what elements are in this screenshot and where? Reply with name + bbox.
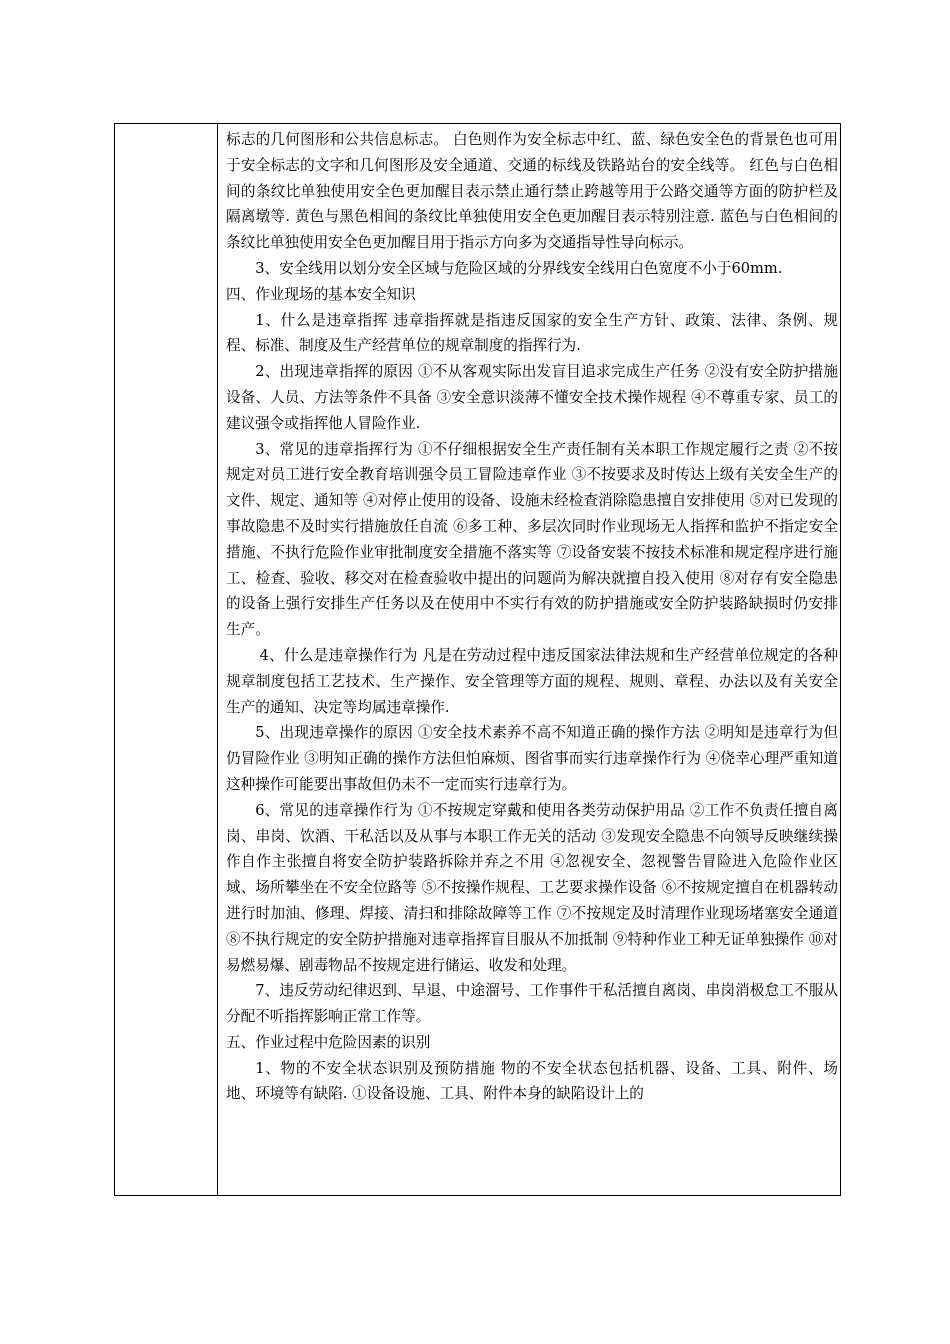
paragraph-item-6: 6、常见的违章操作行为 ①不按规定穿戴和使用各类劳动保护用品 ②工作不负责任擅自离岗、串岗、饮酒、干私活以及从事与本职工作无关的活动 ③发现安全隐患不向领导反映继续操作自作主张擅自将安全防护装路拆除并弃之不用 ④忽视安全、忽视警告冒险进入危险作业区域、场所攀坐在不安全位路等 ⑤不按操作规程、工艺要求操作设备 ⑥不按规定擅自在机器转动进行时加油、修理、焊接、清扫和排除故障等工作 ⑦不按规定及时清理作业现场堵塞安全通道 ⑧不执行规定的安全防护措施对违章指挥盲目服从不加抵制 ⑨特种作业工种无证单独操作 ⑩对易燃易爆、剧毒物品不按规定进行储运、收发和处理。: [226, 801, 838, 974]
paragraph-hazard-1: 1、物的不安全状态识别及预防措施 物的不安全状态包括机器、设备、工具、附件、场地、环境等有缺陷. ①设备设施、工具、附件本身的缺陷设计上的: [226, 1059, 838, 1103]
table-content-cell: [218, 124, 840, 1195]
section-heading-4: 四、作业现场的基本安全知识: [226, 285, 416, 303]
paragraph-item-4: 4、什么是违章操作行为 凡是在劳动过程中违反国家法律法规和生产经营单位规定的各种规章制度包括工艺技术、生产操作、安全管理等方面的规程、规则、章程、办法以及有关安全生产的通知、决定等均属违章操作.: [226, 646, 838, 716]
paragraph-item-5: 5、出现违章操作的原因 ①安全技术素养不高不知道正确的操作方法 ②明知是违章行为但仍冒险作业 ③明知正确的操作方法但怕麻烦、图省事而实行违章操作行为 ④侥幸心理严重知道这种操作可能要出事故但仍未不一定而实行违章行为。: [226, 724, 838, 793]
paragraph-safety-colors: 标志的几何图形和公共信息标志。 白色则作为安全标志中红、蓝、绿色安全色的背景色也可用于安全标志的文字和几何图形及安全通道、交通的标线及铁路站台的安全线等。 红色与白色相间的条纹比单独使用安全色更加醒目表示禁止通行禁止跨越等用于公路交通等方面的防护栏及隔离墩等. 黄色与黑色相间的条纹比单独使用安全色更加醒目表示特别注意. 蓝色与白色相间的条纹比单独使用安全色更加醒目用于指示方向多为交通指导性导向标示。: [226, 131, 838, 252]
paragraph-safety-line: 3、安全线用以划分安全区域与危险区域的分界线安全线用白色宽度不小于60mm.: [255, 259, 783, 277]
paragraph-item-3: 3、常见的违章指挥行为 ①不仔细根据安全生产责任制有关本职工作规定履行之责 ②不按规定对员工进行安全教育培训强令员工冒险违章作业 ③不按要求及时传达上级有关安全生产的文件、规定、通知等 ④对停止使用的设备、设施未经检查消除隐患擅自安排使用 ⑤对已发现的事故隐患不及时实行措施放任自流 ⑥多工种、多层次同时作业现场无人指挥和监护不指定安全措施、不执行危险作业审批制度安全措施不落实等 ⑦设备安装不按技术标准和规定程序进行施工、检查、验收、移交对在检查验收中提出的问题尚为解决就擅自投入使用 ⑧对存有安全隐患的设备上强行安排生产任务以及在使用中不实行有效的防护措施或安全防护装路缺损时仍安排生产。: [226, 440, 838, 639]
paragraph-item-1: 1、什么是违章指挥 违章指挥就是指违反国家的安全生产方针、政策、法律、条例、规程、标准、制度及生产经营单位的规章制度的指挥行为.: [226, 311, 838, 355]
document-table: [114, 123, 841, 1196]
paragraph-item-7: 7、违反劳动纪律迟到、早退、中途溜号、工作事件干私活擅自离岗、串岗消极怠工不服从分配不听指挥影响正常工作等。: [226, 982, 838, 1026]
paragraph-item-2: 2、出现违章指挥的原因 ①不从客观实际出发盲目追求完成生产任务 ②没有安全防护措施设备、人员、方法等条件不具备 ③安全意识淡薄不懂安全技术操作规程 ④不尊重专家、员工的建议强令或指挥他人冒险作业.: [226, 363, 838, 432]
section-heading-5: 五、作业过程中危险因素的识别: [226, 1033, 431, 1051]
table-left-column: [115, 124, 218, 1195]
